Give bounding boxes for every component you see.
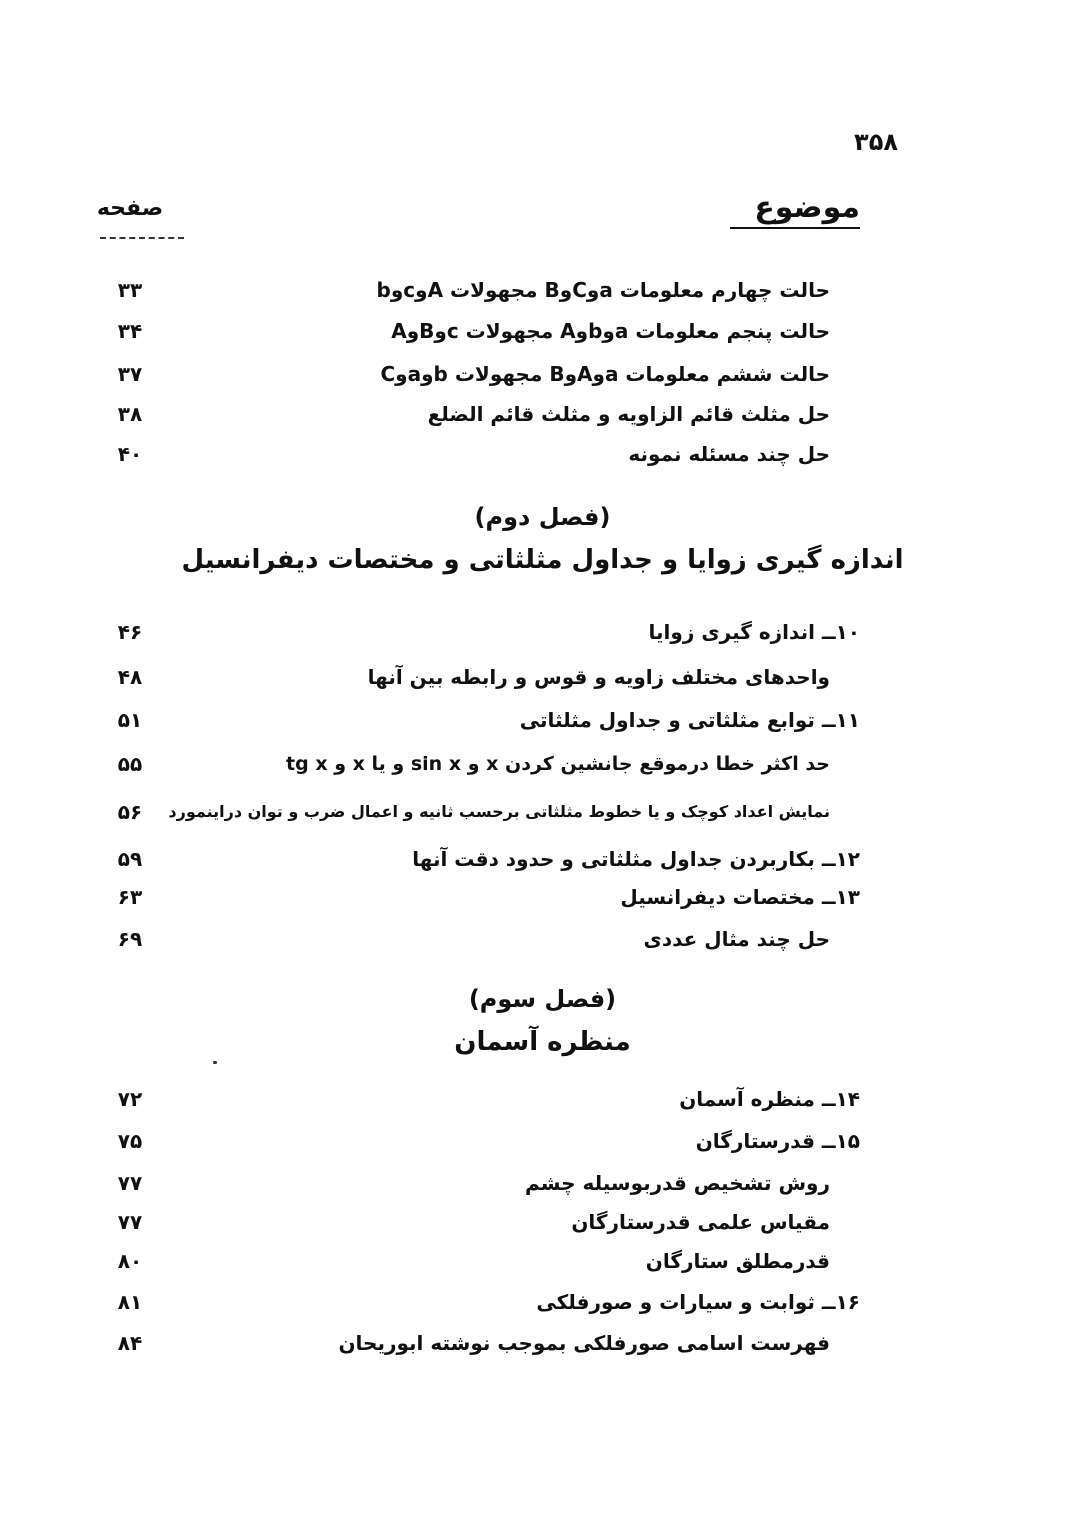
toc-entry xyxy=(100,397,860,431)
toc-entry-page: ۵۹ xyxy=(117,847,143,871)
toc-entry-title: حالت چهارم معلومات aوCوB مجهولات Aوcوb xyxy=(376,278,830,302)
toc-entry-title: فهرست اسامی صورفلکی بموجب نوشته ابوریحان xyxy=(338,1331,830,1355)
chapter-title: اندازه گیری زوایا و جداول مثلثاتی و مختصات دیفرانسیل xyxy=(181,545,904,575)
toc-entry xyxy=(100,1205,860,1239)
page-column-header: صفحه xyxy=(96,196,164,221)
toc-entry xyxy=(100,747,860,781)
page-number: ۳۵۸ xyxy=(854,128,898,156)
toc-entry xyxy=(100,1285,860,1319)
toc-entry-title: حالت ششم معلومات aوAوB مجهولات bوaوC xyxy=(380,362,830,386)
toc-entry-title: واحدهای مختلف زاویه و قوس و رابطه بین آنها xyxy=(367,665,830,689)
toc-entry-page: ۷۷ xyxy=(117,1210,143,1234)
toc-entry-title: روش تشخیص قدربوسیله چشم xyxy=(525,1171,830,1195)
toc-entry-page: ۶۳ xyxy=(117,885,143,909)
toc-entry-page: ۶۹ xyxy=(117,927,143,951)
toc-entry-title: حل چند مسئله نمونه xyxy=(628,442,830,466)
toc-entry-title: حل چند مثال عددی xyxy=(643,927,830,951)
toc-entry-title: مقیاس علمی قدرستارگان xyxy=(571,1210,830,1234)
toc-entry xyxy=(100,703,860,737)
toc-entry xyxy=(100,437,860,471)
toc-entry-page: ۷۷ xyxy=(117,1171,143,1195)
toc-entry xyxy=(100,357,860,391)
toc-entry-page: ۳۸ xyxy=(117,402,143,426)
toc-entry-page: ۷۲ xyxy=(117,1087,143,1111)
toc-entry-page: ۴۸ xyxy=(117,665,143,689)
toc-entry-page: ۷۵ xyxy=(117,1129,143,1153)
toc-entry xyxy=(100,1082,860,1116)
toc-entry xyxy=(100,1166,860,1200)
toc-entry-page: ۳۷ xyxy=(117,362,143,386)
toc-entry xyxy=(100,273,860,307)
toc-entry-title: ۱۶ــ ثوابت و سیارات و صورفلکی xyxy=(536,1290,860,1314)
toc-entry-title: قدرمطلق ستارگان xyxy=(645,1249,830,1273)
toc-entry-page: ۳۳ xyxy=(117,278,143,302)
toc-entry-title: حد اکثر خطا درموقع جانشین کردن x و sin x و یا x و tg x xyxy=(286,753,830,775)
chapter-label: (فصل دوم) xyxy=(474,503,611,531)
toc-entry xyxy=(100,795,860,829)
toc-entry-page: ۳۴ xyxy=(117,319,143,343)
page-column-dash-rule xyxy=(100,237,184,239)
chapter-label: (فصل سوم) xyxy=(468,985,617,1013)
toc-entry xyxy=(100,922,860,956)
toc-entry-title: ۱۳ــ مختصات دیفرانسیل xyxy=(620,885,860,909)
toc-entry-title: حالت پنجم معلومات aوbوA مجهولات cوBوA xyxy=(391,319,830,343)
toc-entry xyxy=(100,660,860,694)
toc-entry-title: ۱۵ــ قدرستارگان xyxy=(695,1129,860,1153)
chapter-title: منظره آسمان xyxy=(454,1027,631,1057)
toc-entry-page: ۵۶ xyxy=(117,800,143,824)
toc-entry-title: ۱۴ــ منظره آسمان xyxy=(679,1087,860,1111)
toc-entry xyxy=(100,880,860,914)
toc-entry-title: حل مثلث قائم الزاویه و مثلث قائم الضلع xyxy=(427,402,830,426)
toc-entry-page: ۸۱ xyxy=(117,1290,143,1314)
toc-entry xyxy=(100,1124,860,1158)
topic-column-header: موضوع xyxy=(730,190,860,229)
toc-entry-page: ۸۰ xyxy=(117,1249,143,1273)
scan-speck xyxy=(213,1061,217,1064)
toc-entry-page: ۴۰ xyxy=(117,442,143,466)
toc-entry xyxy=(100,1244,860,1278)
toc-entry xyxy=(100,842,860,876)
toc-entry-page: ۵۱ xyxy=(117,708,143,732)
toc-entry-title: ۱۲ــ بکاربردن جداول مثلثاتی و حدود دقت آنها xyxy=(412,847,860,871)
toc-entry-title: نمایش اعداد کوچک و یا خطوط مثلثاتی برحسب ثانیه و اعمال ضرب و توان دراینمورد xyxy=(168,802,830,821)
toc-entry-page: ۸۴ xyxy=(117,1331,143,1355)
toc-entry-title: ۱۰ــ اندازه گیری زوایا xyxy=(648,620,860,644)
toc-entry-title: ۱۱ــ توابع مثلثاتی و جداول مثلثاتی xyxy=(519,708,860,732)
toc-entry-page: ۵۵ xyxy=(117,752,143,776)
toc-entry-page: ۴۶ xyxy=(117,620,143,644)
toc-entry xyxy=(100,314,860,348)
toc-entry xyxy=(100,1326,860,1360)
toc-entry xyxy=(100,615,860,649)
